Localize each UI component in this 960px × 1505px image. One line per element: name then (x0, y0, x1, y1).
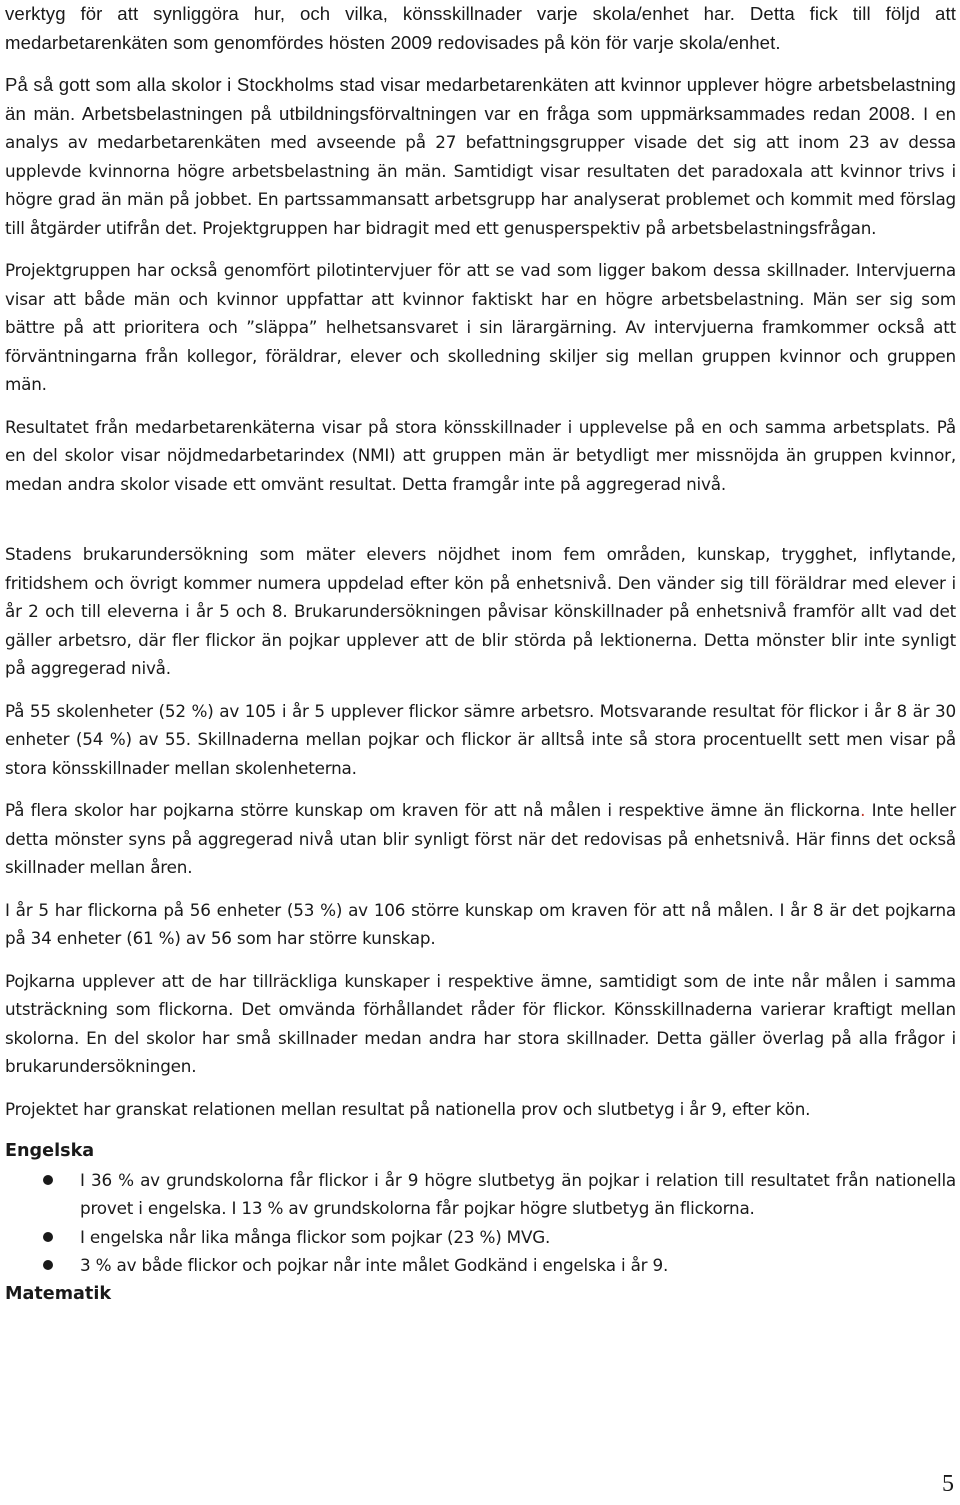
list-item (5, 1166, 956, 1223)
page-number: 5 (942, 1471, 954, 1497)
paragraph-workload-arial: På så gott som alla skolor i Stockholms stad visar medarbetarenkäten att kvinnor upplever högre arbetsbelastning än män. Arbetsbelastningen på utbildningsförvaltningen var en fråga som uppmärksammades redan 2008. (5, 74, 956, 124)
paragraph-knowledge-b: Inte heller detta mönster syns på aggregerad nivå utan blir synligt först när det redovisas på enhetsnivå. Här finns det också skillnader mellan åren. (5, 800, 956, 877)
paragraph-year-stats: I år 5 har flickorna på 56 enheter (53 %) av 106 större kunskap om kraven för att nå målen. I år 8 är det pojkarna på 34 enheter (61 %) av 56 som har större kunskap. (5, 899, 956, 948)
list-item-text: 3 % av både flickor och pojkar når inte målet Godkänd i engelska i år 9. (80, 1255, 669, 1275)
arial-section (5, 0, 956, 242)
bullet-icon (43, 1175, 53, 1185)
paragraph-workload-analysis: I en analys av medarbetarenkäten med avseende på 27 befattningsgrupper visade det sig att inom 23 av dessa upplevde kvinnorna högre arbetsbelastning än män. Samtidigt visar resultaten det paradoxala att kvinnor trivs i högre grad än män på jobbet. En partssammansatt arbetsgrupp har analyserat problemet och kommit med förslag till åtgärder utifrån det. Projektgruppen har bidragit med ett genusperspektiv på arbetsbelastningsfrågan. (5, 103, 956, 238)
paragraph-intro-continued: verktyg för att synliggöra hur, och vilka, könsskillnader varje skola/enhet har. Detta fick till följd att medarbetarenkäten som genomfördes hösten 2009 redovisades på kön för varje skola/enhet. (5, 3, 956, 53)
calibri-section (5, 256, 956, 1123)
heading-matematik: Matematik (5, 1283, 112, 1304)
paragraph-boys-knowledge: Pojkarna upplever att de har tillräckliga kunskaper i respektive ämne, samtidigt som de inte når målen i samma utsträckning som flickorna. Det omvända förhållandet råder för flickor. Könsskillnaderna varierar kraftigt mellan skolorna. En del skolor har små skillnader medan andra har stora skillnader. Detta gäller överlag på alla frågor i brukarundersökningen. (5, 970, 956, 1076)
heading-engelska: Engelska (5, 1141, 95, 1161)
paragraph-national-tests: Projektet har granskat relationen mellan resultat på nationella prov och slutbetyg i år 9, efter kön. (5, 1098, 811, 1119)
paragraph-work-calm: På 55 skolenheter (52 %) av 105 i år 5 upplever flickor sämre arbetsro. Motsvarande resultat för flickor i år 8 är 30 enheter (54 %) av 55. Skillnaderna mellan pojkar och flickor är alltså inte så stora procentuellt sett men visar på stora könsskillnader mellan skolenheterna. (5, 700, 956, 778)
list-item (5, 1251, 956, 1280)
bullet-icon (43, 1260, 53, 1270)
paragraph-nmi-results: Resultatet från medarbetarenkäterna visar på stora könsskillnader i upplevelse på en och samma arbetsplats. På en del skolor visar nöjdmedarbetarindex (NMI) att gruppen män är betydligt mer missnöjda än gruppen kvinnor, medan andra skolor visade ett omvänt resultat. Detta framgår inte på aggregerad nivå. (5, 416, 956, 494)
list-item (5, 1223, 956, 1252)
paragraph-knowledge (5, 796, 956, 882)
paragraph-knowledge-a: På flera skolor har pojkarna större kunskap om kraven för att nå målen i respektive ämne än flickorna (5, 800, 861, 820)
red-period: . (860, 800, 866, 820)
list-item-text: I 36 % av grundskolorna får flickor i år 9 högre slutbetyg än pojkar i relation till resultatet från nationella provet i engelska. I 13 % av grundskolorna får pojkar högre slutbetyg än flickorna. (80, 1169, 956, 1218)
paragraph-user-survey: Stadens brukarundersökning som mäter elevers nöjdhet inom fem områden, kunskap, trygghet, inflytande, fritidshem och övrigt kommer numera uppdelad efter kön på enhetsnivå. Den vänder sig till föräldrar med elever i år 2 och till eleverna i år 5 och 8. Brukarundersökningen påvisar könskillnader på enhetsnivå framför allt vad det gäller arbetsro, där fler flickor än pojkar upplever att de blir störda på lektionerna. Detta mönster blir inte synligt på aggregerad nivå. (5, 544, 956, 678)
paragraph-interviews: Projektgruppen har också genomfört pilotintervjuer för att se vad som ligger bakom dessa skillnader. Intervjuerna visar att både män och kvinnor uppfattar att kvinnor faktiskt har en högre arbetsbelastning. Män ser sig som bättre på att prioritera och ”släppa” helhetsansvaret i sin lärargärning. Av intervjuerna framkommer också att förväntningarna från kollegor, föräldrar, elever och skolledning skiljer sig mellan gruppen kvinnor och gruppen män. (5, 260, 956, 394)
paragraph-workload (5, 71, 956, 242)
list-item-text: I engelska når lika många flickor som pojkar (23 %) MVG. (80, 1226, 551, 1247)
bullet-icon (43, 1232, 53, 1242)
bullet-list-engelska (5, 1166, 956, 1280)
document-page (5, 0, 956, 1308)
